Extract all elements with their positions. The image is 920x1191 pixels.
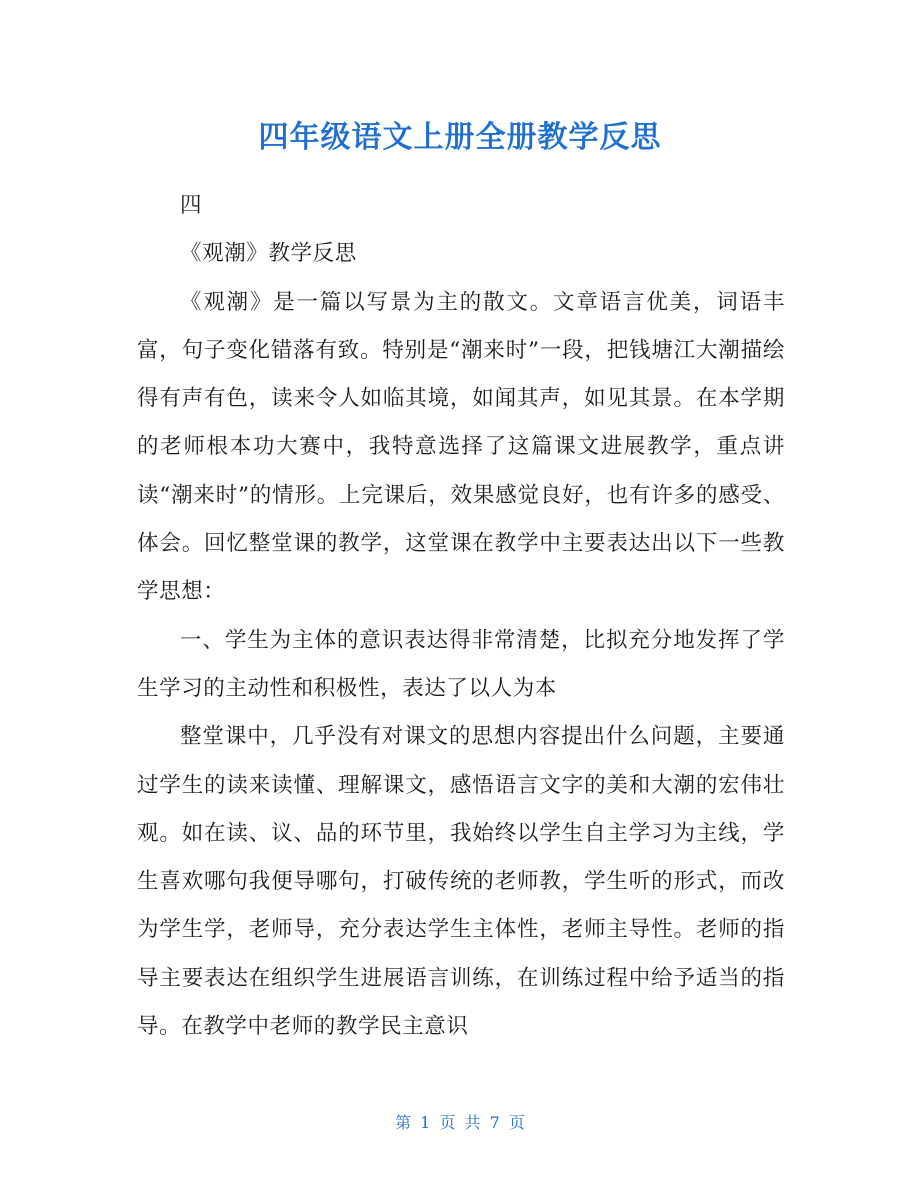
- paragraph-section-number: 四: [180, 193, 203, 218]
- document-title: 四年级语文上册全册教学反思: [258, 120, 662, 155]
- paragraph-subtitle: 《观潮》教学反思: [180, 241, 357, 267]
- paragraph-intro: 《观潮》是一篇以写景为主的散文。文章语言优美，词语丰富，句子变化错落有致。特别是“潮来时”一段，把钱塘江大潮描绘得有声有色，读来令人如临其境，如闻其声，如见其景。在本学期的老师根本功大赛中，我特意选择了这篇课文进展教学，重点讲读“潮来时”的情形。上完课后，效果感觉良好，也有许多的感受、体会。回忆整堂课的教学，这堂课在教学中主要表达出以下一些教学思想：: [137, 289, 785, 605]
- paragraph-point-one: 一、学生为主体的意识表达得非常清楚，比拟充分地发挥了学生学习的主动性和积极性，表达了以人为本: [137, 627, 785, 701]
- paragraph-detail: 整堂课中，几乎没有对课文的思想内容提出什么问题，主要通过学生的读来读懂、理解课文，感悟语言文字的美和大潮的宏伟壮观。如在读、议、品的环节里，我始终以学生自主学习为主线，学生喜欢哪句我便导哪句，打破传统的老师教，学生听的形式，而改为学生学，老师导，充分表达学生主体性，老师主导性。老师的指导主要表达在组织学生进展语言训练，在训练过程中给予适当的指导。在教学中老师的教学民主意识: [137, 724, 785, 1040]
- page-footer: 第 1 页 共 7 页: [395, 1113, 525, 1132]
- document-body: [137, 182, 785, 1051]
